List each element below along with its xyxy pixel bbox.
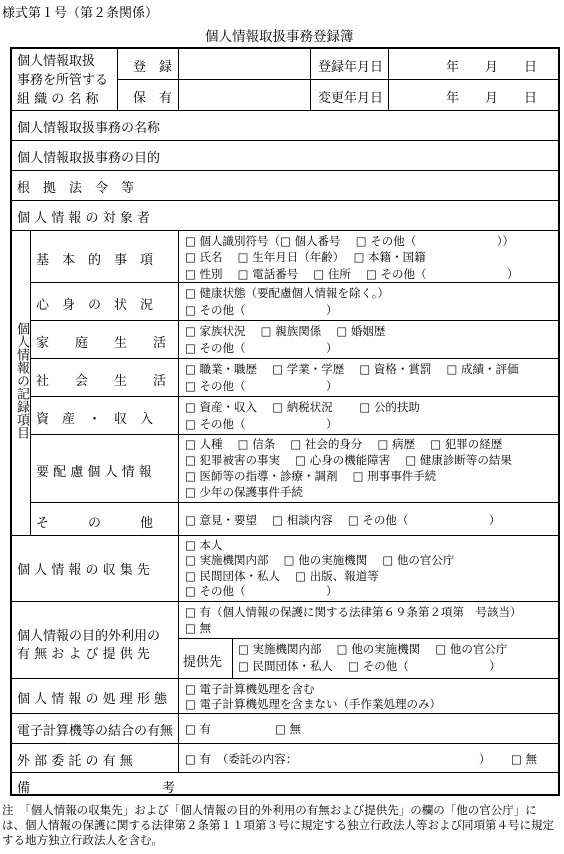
item-label-social: 社 会 生 活 (36, 374, 167, 389)
outsourcing-close: ） (479, 752, 491, 766)
change-date-format: 年 月 日 (446, 91, 538, 106)
other-option-line1[interactable]: □ 意見・要望 □ 相談内容 □ その他（ ） (185, 513, 501, 527)
source-option-line4[interactable]: □ その他（ ） (185, 584, 338, 598)
basic-option-line1[interactable]: □ 個人識別符号（□ 個人番号 □ その他（ ）） (185, 234, 514, 248)
row-label-name: 個人情報取扱事務の名称 (17, 121, 161, 136)
linkage-label: 電子計算機等の結合の有無 (17, 724, 174, 739)
items-group-label: 個人情報の記録項目 (14, 322, 29, 439)
outsourcing-label: 外 部 委 託 の 有 無 (17, 754, 133, 769)
processing-option-line2[interactable]: □ 電子計算機処理を含まない（手作業処理のみ） (185, 697, 442, 711)
item-label-sensitive: 要 配 慮 個 人 情 報 (36, 465, 152, 480)
social-option-line2[interactable]: □ その他（ ） (185, 379, 338, 393)
item-label-basic: 基 本 的 事 項 (36, 253, 154, 268)
sensitive-option-line2[interactable]: □ 犯罪被害の事実 □ 心身の機能障害 □ 健康診断等の結果 (185, 453, 512, 467)
item-label-asset: 資 産 ・ 収 入 (36, 412, 154, 427)
provider-option-line2[interactable]: □ 民間団体・私人 □ その他（ ） (238, 659, 501, 673)
social-option-line1[interactable]: □ 職業・職歴 □ 学業・学歴 □ 資格・賞罰 □ 成績・評価 (185, 362, 519, 376)
asset-option-line1[interactable]: □ 資産・収入 □ 納税状況 □ 公的扶助 (185, 400, 420, 414)
asset-option-line2[interactable]: □ その他（ ） (185, 417, 338, 431)
footnote: 注 「個人情報の収集先」および「個人情報の目的外利用の有無および提供先」の欄の「他の官公庁」には、個人情報の保護に関する法律第２条第１１項第３号に規定する独立行政法人等および同項第４号に規定する地方独立行政法人を含む。 (2, 803, 554, 847)
hold-label: 保 有 (133, 91, 173, 106)
external-use-yes[interactable]: □ 有（個人情報の保護に関する法律第６９条第２項第 号該当） (185, 605, 522, 619)
org-label-line3: 組 織 の 名 称 (17, 92, 99, 107)
processing-option-line1[interactable]: □ 電子計算機処理を含む (185, 682, 315, 696)
row-label-subject: 個 人 情 報 の 対 象 者 (17, 211, 150, 226)
sensitive-option-line1[interactable]: □ 人種 □ 信条 □ 社会的身分 □ 病歴 □ 犯罪の経歴 (185, 437, 503, 451)
row-label-purpose: 個人情報取扱事務の目的 (17, 151, 161, 166)
page-title: 個人情報取扱事務登録簿 (205, 29, 354, 45)
external-use-label-line2: 有 無 お よ び 提 供 先 (17, 647, 150, 662)
basic-option-line3[interactable]: □ 性別 □ 電話番号 □ 住所 □ その他（ ） (185, 267, 519, 281)
org-label-line1: 個人情報取扱 (17, 54, 96, 69)
remarks-label-2: 考 (162, 781, 176, 796)
sensitive-option-line4[interactable]: □ 少年の保護事件手続 (185, 485, 304, 499)
external-use-label-line1: 個人情報の目的外利用の (17, 629, 161, 644)
basic-option-line2[interactable]: □ 氏名 □ 生年月日（年齢） □ 本籍・国籍 (185, 250, 426, 264)
source-option-line3[interactable]: □ 民間団体・私人 □ 出版、報道等 (185, 569, 379, 583)
source-option-line2[interactable]: □ 実施機関内部 □ 他の実施機関 □ 他の官公庁 (185, 553, 455, 567)
external-use-no[interactable]: □ 無 (185, 621, 212, 635)
family-option-line2[interactable]: □ その他（ ） (185, 341, 338, 355)
sensitive-option-line3[interactable]: □ 医師等の指導・診療・調剤 □ 刑事事件手続 (185, 469, 437, 483)
register-date-label: 登録年月日 (318, 60, 384, 75)
form-number: 様式第１号（第２条関係） (2, 6, 159, 21)
provider-label: 提供先 (183, 655, 223, 670)
source-option-line1[interactable]: □ 本人 (185, 538, 223, 552)
linkage-yes[interactable]: □ 有 (185, 722, 212, 736)
outsourcing-no[interactable]: □ 無 (511, 752, 538, 766)
change-date-label: 変更年月日 (318, 91, 384, 106)
source-label: 個 人 情 報 の 収 集 先 (17, 563, 150, 578)
processing-label: 個 人 情 報 の 処 理 形 態 (17, 692, 168, 707)
mental-option-line1[interactable]: □ 健康状態（要配慮個人情報を除く。） (185, 286, 390, 300)
register-label: 登 録 (133, 60, 173, 75)
remarks-label-1: 備 (17, 781, 31, 796)
row-label-basis: 根 拠 法 令 等 (17, 181, 135, 196)
outsourcing-yes[interactable]: □ 有 （委託の内容： (185, 752, 298, 766)
item-label-mental: 心 身 の 状 況 (36, 298, 154, 313)
linkage-no[interactable]: □ 無 (275, 722, 302, 736)
item-label-other: そ の 他 (36, 516, 154, 531)
provider-option-line1[interactable]: □ 実施機関内部 □ 他の実施機関 □ 他の官公庁 (238, 642, 508, 656)
remarks-field[interactable] (185, 776, 555, 794)
org-label-line2: 事務を所管する (17, 73, 109, 88)
register-date-format: 年 月 日 (446, 60, 538, 75)
item-label-family: 家 庭 生 活 (36, 336, 167, 351)
mental-option-line2[interactable]: □ その他（ ） (185, 303, 338, 317)
family-option-line1[interactable]: □ 家族状況 □ 親族関係 □ 婚姻歴 (185, 324, 386, 338)
